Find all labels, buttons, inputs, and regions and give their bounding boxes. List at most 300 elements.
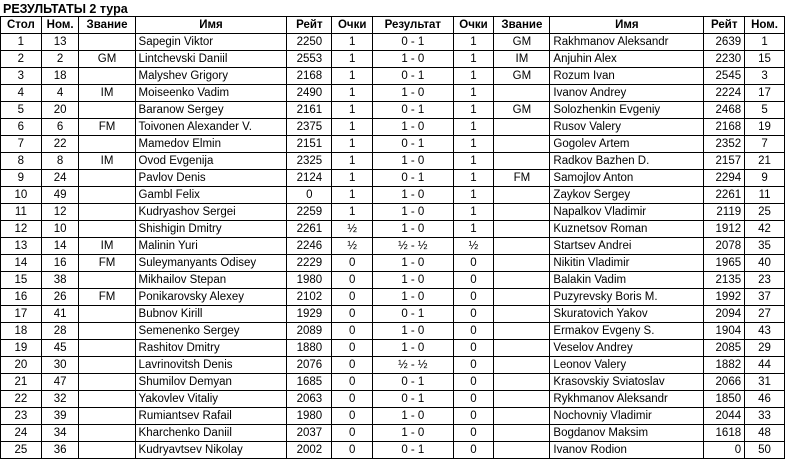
board-number-cell: 6	[1, 119, 42, 136]
game-result-cell: ½ - ½	[373, 357, 454, 374]
player1-number-cell: 10	[41, 221, 79, 238]
player1-title-cell	[79, 170, 135, 187]
board-number-cell: 17	[1, 306, 42, 323]
player2-title-cell	[494, 221, 550, 238]
player1-points-cell: 1	[332, 34, 373, 51]
player1-title-cell: FM	[79, 289, 135, 306]
player1-number-cell: 6	[41, 119, 79, 136]
column-header-player2-title: Звание	[494, 17, 550, 34]
player1-name-cell: Malyshev Grigory	[135, 68, 287, 85]
player2-number-cell: 19	[745, 119, 785, 136]
player1-name-cell: Baranow Sergey	[135, 102, 287, 119]
results-table	[0, 16, 785, 459]
player2-points-cell: 1	[453, 170, 494, 187]
table-row	[1, 34, 785, 51]
player2-title-cell	[494, 391, 550, 408]
player2-points-cell: 0	[453, 357, 494, 374]
player2-name-cell: Rusov Valery	[550, 119, 704, 136]
player1-name-cell: Moiseenko Vadim	[135, 85, 287, 102]
player1-points-cell: 1	[332, 51, 373, 68]
board-number-cell: 19	[1, 340, 42, 357]
player2-title-cell	[494, 272, 550, 289]
game-result-cell: ½ - ½	[373, 238, 454, 255]
player1-name-cell: Rumiantsev Rafail	[135, 408, 287, 425]
player2-number-cell: 43	[745, 323, 785, 340]
board-number-cell: 4	[1, 85, 42, 102]
player2-rating-cell: 1850	[704, 391, 745, 408]
player2-name-cell: Napalkov Vladimir	[550, 204, 704, 221]
player1-number-cell: 28	[41, 323, 79, 340]
player1-number-cell: 41	[41, 306, 79, 323]
player2-rating-cell: 2639	[704, 34, 745, 51]
player2-rating-cell: 2085	[704, 340, 745, 357]
table-row	[1, 85, 785, 102]
player2-number-cell: 44	[745, 357, 785, 374]
player1-name-cell: Shishigin Dmitry	[135, 221, 287, 238]
player2-number-cell: 3	[745, 68, 785, 85]
player2-title-cell	[494, 408, 550, 425]
board-number-cell: 23	[1, 408, 42, 425]
board-number-cell: 8	[1, 153, 42, 170]
player1-rating-cell: 2375	[287, 119, 332, 136]
player1-rating-cell: 2002	[287, 442, 332, 459]
player1-title-cell	[79, 204, 135, 221]
table-row	[1, 238, 785, 255]
player2-name-cell: Solozhenkin Evgeniy	[550, 102, 704, 119]
player2-number-cell: 15	[745, 51, 785, 68]
player1-points-cell: 1	[332, 119, 373, 136]
player2-number-cell: 17	[745, 85, 785, 102]
player1-number-cell: 18	[41, 68, 79, 85]
board-number-cell: 24	[1, 425, 42, 442]
player2-points-cell: 0	[453, 323, 494, 340]
column-header-player1-name: Имя	[135, 17, 287, 34]
player1-title-cell: IM	[79, 153, 135, 170]
table-row	[1, 425, 785, 442]
board-number-cell: 5	[1, 102, 42, 119]
player2-number-cell: 42	[745, 221, 785, 238]
table-row	[1, 153, 785, 170]
player1-rating-cell: 1980	[287, 408, 332, 425]
player2-name-cell: Skuratovich Yakov	[550, 306, 704, 323]
player2-number-cell: 21	[745, 153, 785, 170]
player1-points-cell: 1	[332, 102, 373, 119]
game-result-cell: 0 - 1	[373, 170, 454, 187]
table-row	[1, 221, 785, 238]
table-row	[1, 51, 785, 68]
player1-name-cell: Ponikarovsky Alexey	[135, 289, 287, 306]
board-number-cell: 10	[1, 187, 42, 204]
player1-rating-cell: 1929	[287, 306, 332, 323]
board-number-cell: 13	[1, 238, 42, 255]
board-number-cell: 20	[1, 357, 42, 374]
player2-points-cell: 1	[453, 187, 494, 204]
player1-title-cell: GM	[79, 51, 135, 68]
player1-title-cell: IM	[79, 238, 135, 255]
player2-title-cell	[494, 289, 550, 306]
player2-name-cell: Puzyrevsky Boris M.	[550, 289, 704, 306]
player1-title-cell	[79, 68, 135, 85]
player2-points-cell: 0	[453, 374, 494, 391]
table-row	[1, 323, 785, 340]
player1-rating-cell: 2151	[287, 136, 332, 153]
player1-points-cell: 0	[332, 357, 373, 374]
table-row	[1, 272, 785, 289]
player1-rating-cell: 1980	[287, 272, 332, 289]
player1-number-cell: 20	[41, 102, 79, 119]
player1-name-cell: Lintchevski Daniil	[135, 51, 287, 68]
player1-points-cell: 0	[332, 442, 373, 459]
game-result-cell: 0 - 1	[373, 68, 454, 85]
player1-title-cell	[79, 306, 135, 323]
player1-title-cell	[79, 221, 135, 238]
player2-number-cell: 7	[745, 136, 785, 153]
player1-rating-cell: 2076	[287, 357, 332, 374]
player2-title-cell	[494, 306, 550, 323]
player1-title-cell: FM	[79, 119, 135, 136]
player2-points-cell: 1	[453, 68, 494, 85]
player2-title-cell	[494, 204, 550, 221]
player1-number-cell: 13	[41, 34, 79, 51]
page-title: РЕЗУЛЬТАТЫ 2 тура	[3, 2, 128, 16]
board-number-cell: 14	[1, 255, 42, 272]
player2-points-cell: 0	[453, 442, 494, 459]
player1-number-cell: 39	[41, 408, 79, 425]
board-number-cell: 22	[1, 391, 42, 408]
player1-rating-cell: 2089	[287, 323, 332, 340]
table-row	[1, 289, 785, 306]
player1-name-cell: Semenenko Sergey	[135, 323, 287, 340]
table-row	[1, 204, 785, 221]
game-result-cell: 1 - 0	[373, 85, 454, 102]
player2-number-cell: 23	[745, 272, 785, 289]
player1-number-cell: 2	[41, 51, 79, 68]
board-number-cell: 9	[1, 170, 42, 187]
game-result-cell: 0 - 1	[373, 102, 454, 119]
board-number-cell: 21	[1, 374, 42, 391]
game-result-cell: 1 - 0	[373, 255, 454, 272]
table-row	[1, 136, 785, 153]
player1-number-cell: 36	[41, 442, 79, 459]
game-result-cell: 0 - 1	[373, 306, 454, 323]
board-number-cell: 15	[1, 272, 42, 289]
player2-title-cell: GM	[494, 34, 550, 51]
column-header-player1-rating: Рейт	[287, 17, 332, 34]
table-body	[1, 34, 785, 459]
player2-number-cell: 25	[745, 204, 785, 221]
player1-rating-cell: 2229	[287, 255, 332, 272]
player1-points-cell: 0	[332, 272, 373, 289]
column-header-game-result: Результат	[373, 17, 454, 34]
player1-rating-cell: 1685	[287, 374, 332, 391]
player1-number-cell: 38	[41, 272, 79, 289]
board-number-cell: 12	[1, 221, 42, 238]
column-header-player2-name: Имя	[550, 17, 704, 34]
player1-title-cell	[79, 391, 135, 408]
player1-title-cell	[79, 374, 135, 391]
player2-title-cell	[494, 187, 550, 204]
player2-rating-cell: 1912	[704, 221, 745, 238]
player1-number-cell: 24	[41, 170, 79, 187]
player1-points-cell: 1	[332, 153, 373, 170]
player2-points-cell: 0	[453, 408, 494, 425]
player1-name-cell: Malinin Yuri	[135, 238, 287, 255]
player2-points-cell: 1	[453, 34, 494, 51]
player1-points-cell: ½	[332, 221, 373, 238]
player1-points-cell: 1	[332, 170, 373, 187]
player2-rating-cell: 2119	[704, 204, 745, 221]
player2-name-cell: Leonov Valery	[550, 357, 704, 374]
player2-number-cell: 11	[745, 187, 785, 204]
table-row	[1, 391, 785, 408]
player1-name-cell: Yakovlev Vitaliy	[135, 391, 287, 408]
player1-title-cell	[79, 187, 135, 204]
player1-title-cell	[79, 442, 135, 459]
player2-rating-cell: 2224	[704, 85, 745, 102]
game-result-cell: 0 - 1	[373, 34, 454, 51]
player2-title-cell	[494, 357, 550, 374]
game-result-cell: 1 - 0	[373, 51, 454, 68]
player2-name-cell: Rykhmanov Aleksandr	[550, 391, 704, 408]
player1-name-cell: Lavrinovitsh Denis	[135, 357, 287, 374]
player1-name-cell: Suleymanyants Odisey	[135, 255, 287, 272]
game-result-cell: 1 - 0	[373, 408, 454, 425]
player1-name-cell: Kharchenko Daniil	[135, 425, 287, 442]
game-result-cell: 1 - 0	[373, 153, 454, 170]
player1-name-cell: Kudryashov Sergei	[135, 204, 287, 221]
player1-rating-cell: 2102	[287, 289, 332, 306]
player2-number-cell: 50	[745, 442, 785, 459]
player2-name-cell: Anjuhin Alex	[550, 51, 704, 68]
player2-rating-cell: 2352	[704, 136, 745, 153]
player2-title-cell: GM	[494, 68, 550, 85]
player2-points-cell: 1	[453, 119, 494, 136]
player1-rating-cell: 2124	[287, 170, 332, 187]
player1-rating-cell: 2168	[287, 68, 332, 85]
player1-rating-cell: 2325	[287, 153, 332, 170]
player2-points-cell: 0	[453, 306, 494, 323]
player2-title-cell	[494, 323, 550, 340]
board-number-cell: 1	[1, 34, 42, 51]
player2-title-cell	[494, 85, 550, 102]
player1-name-cell: Rashitov Dmitry	[135, 340, 287, 357]
game-result-cell: 0 - 1	[373, 136, 454, 153]
player2-points-cell: 1	[453, 51, 494, 68]
board-number-cell: 3	[1, 68, 42, 85]
player2-points-cell: 1	[453, 136, 494, 153]
column-header-player2-rating: Рейт	[704, 17, 745, 34]
player2-title-cell	[494, 425, 550, 442]
player2-points-cell: 0	[453, 391, 494, 408]
player2-number-cell: 40	[745, 255, 785, 272]
player2-title-cell	[494, 136, 550, 153]
player2-rating-cell: 2168	[704, 119, 745, 136]
table-row	[1, 442, 785, 459]
player2-name-cell: Veselov Andrey	[550, 340, 704, 357]
column-header-player2-points: Очки	[453, 17, 494, 34]
game-result-cell: 1 - 0	[373, 289, 454, 306]
player1-points-cell: 1	[332, 85, 373, 102]
player2-name-cell: Startsev Andrei	[550, 238, 704, 255]
player1-number-cell: 30	[41, 357, 79, 374]
player2-title-cell: GM	[494, 102, 550, 119]
game-result-cell: 1 - 0	[373, 204, 454, 221]
player1-points-cell: 0	[332, 289, 373, 306]
board-number-cell: 2	[1, 51, 42, 68]
player2-name-cell: Gogolev Artem	[550, 136, 704, 153]
player1-number-cell: 22	[41, 136, 79, 153]
player2-points-cell: 0	[453, 255, 494, 272]
player1-title-cell	[79, 136, 135, 153]
player2-title-cell	[494, 374, 550, 391]
table-row	[1, 306, 785, 323]
player2-rating-cell: 2294	[704, 170, 745, 187]
table-row	[1, 187, 785, 204]
table-row	[1, 170, 785, 187]
player2-points-cell: 0	[453, 340, 494, 357]
player1-number-cell: 34	[41, 425, 79, 442]
player1-rating-cell: 2553	[287, 51, 332, 68]
player1-name-cell: Ovod Evgenija	[135, 153, 287, 170]
player2-number-cell: 27	[745, 306, 785, 323]
player2-name-cell: Krasovskiy Sviatoslav	[550, 374, 704, 391]
board-number-cell: 16	[1, 289, 42, 306]
game-result-cell: 0 - 1	[373, 442, 454, 459]
player2-rating-cell: 1882	[704, 357, 745, 374]
table-row	[1, 357, 785, 374]
player1-name-cell: Shumilov Demyan	[135, 374, 287, 391]
player2-points-cell: 1	[453, 204, 494, 221]
player2-points-cell: 1	[453, 221, 494, 238]
player1-points-cell: 1	[332, 187, 373, 204]
table-row	[1, 374, 785, 391]
player2-rating-cell: 2094	[704, 306, 745, 323]
player2-name-cell: Nochovniy Vladimir	[550, 408, 704, 425]
player2-rating-cell: 2078	[704, 238, 745, 255]
player2-title-cell	[494, 119, 550, 136]
player1-rating-cell: 2246	[287, 238, 332, 255]
table-header-row	[1, 17, 785, 34]
player2-points-cell: 1	[453, 85, 494, 102]
player1-rating-cell: 2037	[287, 425, 332, 442]
player2-number-cell: 29	[745, 340, 785, 357]
player1-points-cell: 0	[332, 374, 373, 391]
player1-name-cell: Bubnov Kirill	[135, 306, 287, 323]
player2-rating-cell: 2044	[704, 408, 745, 425]
player2-rating-cell: 1965	[704, 255, 745, 272]
table-row	[1, 255, 785, 272]
player2-title-cell	[494, 153, 550, 170]
player1-rating-cell: 2250	[287, 34, 332, 51]
player1-points-cell: 0	[332, 425, 373, 442]
game-result-cell: 0 - 1	[373, 391, 454, 408]
player1-points-cell: 0	[332, 408, 373, 425]
player2-number-cell: 5	[745, 102, 785, 119]
player1-number-cell: 26	[41, 289, 79, 306]
player1-title-cell	[79, 340, 135, 357]
player2-rating-cell: 2545	[704, 68, 745, 85]
board-number-cell: 18	[1, 323, 42, 340]
player1-number-cell: 47	[41, 374, 79, 391]
player2-points-cell: 1	[453, 153, 494, 170]
player1-name-cell: Kudryavtsev Nikolay	[135, 442, 287, 459]
player1-points-cell: 0	[332, 255, 373, 272]
player2-name-cell: Ivanov Andrey	[550, 85, 704, 102]
player2-name-cell: Ermakov Evgeny S.	[550, 323, 704, 340]
player2-title-cell: IM	[494, 51, 550, 68]
game-result-cell: 1 - 0	[373, 272, 454, 289]
player2-name-cell: Radkov Bazhen D.	[550, 153, 704, 170]
player1-title-cell	[79, 408, 135, 425]
game-result-cell: 1 - 0	[373, 119, 454, 136]
player2-number-cell: 1	[745, 34, 785, 51]
player1-points-cell: 1	[332, 68, 373, 85]
player2-name-cell: Rakhmanov Aleksandr	[550, 34, 704, 51]
player1-name-cell: Mamedov Elmin	[135, 136, 287, 153]
board-number-cell: 11	[1, 204, 42, 221]
player1-number-cell: 8	[41, 153, 79, 170]
player2-rating-cell: 1904	[704, 323, 745, 340]
player1-rating-cell: 2490	[287, 85, 332, 102]
game-result-cell: 1 - 0	[373, 187, 454, 204]
player2-title-cell	[494, 238, 550, 255]
player2-name-cell: Ivanov Rodion	[550, 442, 704, 459]
game-result-cell: 1 - 0	[373, 425, 454, 442]
player1-name-cell: Sapegin Viktor	[135, 34, 287, 51]
player1-number-cell: 14	[41, 238, 79, 255]
table-row	[1, 119, 785, 136]
player1-points-cell: 0	[332, 306, 373, 323]
player1-name-cell: Pavlov Denis	[135, 170, 287, 187]
column-header-player1-title: Звание	[79, 17, 135, 34]
player1-rating-cell: 0	[287, 187, 332, 204]
player1-number-cell: 12	[41, 204, 79, 221]
player1-name-cell: Toivonen Alexander V.	[135, 119, 287, 136]
player2-rating-cell: 2157	[704, 153, 745, 170]
player1-rating-cell: 2063	[287, 391, 332, 408]
player2-name-cell: Rozum Ivan	[550, 68, 704, 85]
board-number-cell: 7	[1, 136, 42, 153]
player2-points-cell: 0	[453, 272, 494, 289]
player1-rating-cell: 2161	[287, 102, 332, 119]
table-row	[1, 340, 785, 357]
player2-number-cell: 46	[745, 391, 785, 408]
game-result-cell: 1 - 0	[373, 221, 454, 238]
player1-rating-cell: 1880	[287, 340, 332, 357]
player1-number-cell: 16	[41, 255, 79, 272]
player2-rating-cell: 2135	[704, 272, 745, 289]
player1-number-cell: 4	[41, 85, 79, 102]
player2-title-cell: FM	[494, 170, 550, 187]
player2-points-cell: ½	[453, 238, 494, 255]
player1-points-cell: 0	[332, 323, 373, 340]
player1-title-cell	[79, 425, 135, 442]
player2-number-cell: 48	[745, 425, 785, 442]
player1-rating-cell: 2259	[287, 204, 332, 221]
player2-points-cell: 0	[453, 425, 494, 442]
player2-rating-cell: 2261	[704, 187, 745, 204]
player2-rating-cell: 2230	[704, 51, 745, 68]
player2-points-cell: 0	[453, 289, 494, 306]
player1-number-cell: 32	[41, 391, 79, 408]
player2-name-cell: Samojlov Anton	[550, 170, 704, 187]
table-row	[1, 68, 785, 85]
player1-number-cell: 45	[41, 340, 79, 357]
player1-name-cell: Mikhailov Stepan	[135, 272, 287, 289]
player2-rating-cell: 1992	[704, 289, 745, 306]
player1-title-cell	[79, 102, 135, 119]
board-number-cell: 25	[1, 442, 42, 459]
